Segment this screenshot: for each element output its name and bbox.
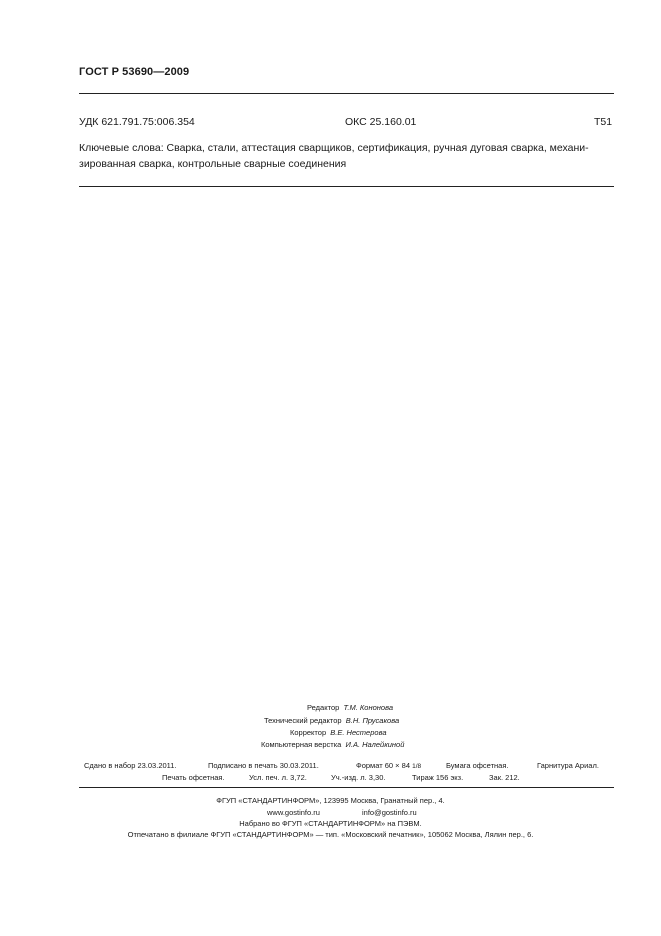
publisher-website: www.gostinfo.ru <box>267 808 320 817</box>
credit-name: И.А. Налейкиной <box>345 740 405 749</box>
credit-tech-editor <box>264 716 399 725</box>
oks-code: ОКС 25.160.01 <box>345 116 417 128</box>
print-font: Гарнитура Ариал. <box>537 761 599 770</box>
print-uch: Уч.-изд. л. 3,30. <box>331 773 386 782</box>
print-usl: Усл. печ. л. 3,72. <box>249 773 307 782</box>
credit-role: Компьютерная верстка <box>261 740 342 749</box>
print-format <box>356 761 421 770</box>
print-zak: Зак. 212. <box>489 773 520 782</box>
header-rule <box>79 93 614 94</box>
format-84: 84 <box>401 761 410 770</box>
credit-corrector <box>290 728 387 737</box>
standard-code: ГОСТ Р 53690—2009 <box>79 66 190 78</box>
credit-name: В.Н. Прусакова <box>345 716 400 725</box>
print-tirazh: Тираж 156 экз. <box>412 773 464 782</box>
credit-layout <box>261 740 404 749</box>
credit-name: Т.М. Кононова <box>343 703 393 712</box>
keywords-block <box>79 140 614 172</box>
print-paper: Бумага офсетная. <box>446 761 509 770</box>
format-times: × <box>395 761 400 770</box>
credit-name: В.Е. Нестерова <box>330 728 387 737</box>
keywords-rule <box>79 186 614 187</box>
print-sent: Сдано в набор 23.03.2011. <box>84 761 177 770</box>
group-code: Т51 <box>594 116 613 128</box>
publisher-typeset: Набрано во ФГУП «СТАНДАРТИНФОРМ» на ПЭВМ. <box>239 819 422 828</box>
publisher-printed: Отпечатано в филиале ФГУП «СТАНДАРТИНФОРМ» — тип. «Московский печатник», 105062 Москва, Лялин пер., 6. <box>127 830 534 839</box>
credit-role: Технический редактор <box>264 716 342 725</box>
publisher-rule <box>79 787 614 788</box>
publisher-address: ФГУП «СТАНДАРТИНФОРМ», 123995 Москва, Гранатный пер., 4. <box>216 796 445 805</box>
publisher-email: info@gostinfo.ru <box>362 808 417 817</box>
credit-editor <box>307 703 393 712</box>
format-fraction: 1/8 <box>412 763 422 770</box>
print-signed: Подписано в печать 30.03.2011. <box>208 761 319 770</box>
format-prefix: Формат 60 <box>356 761 394 770</box>
keywords-line-2: зированная сварка, контрольные сварные соединения <box>79 158 347 170</box>
udk-code: УДК 621.791.75:006.354 <box>79 116 195 128</box>
credit-role: Корректор <box>290 728 327 737</box>
keywords-line-1: Ключевые слова: Сварка, стали, аттестация сварщиков, сертификация, ручная дуговая сварка, механи- <box>79 142 589 154</box>
credit-role: Редактор <box>307 703 340 712</box>
print-printing: Печать офсетная. <box>162 773 225 782</box>
